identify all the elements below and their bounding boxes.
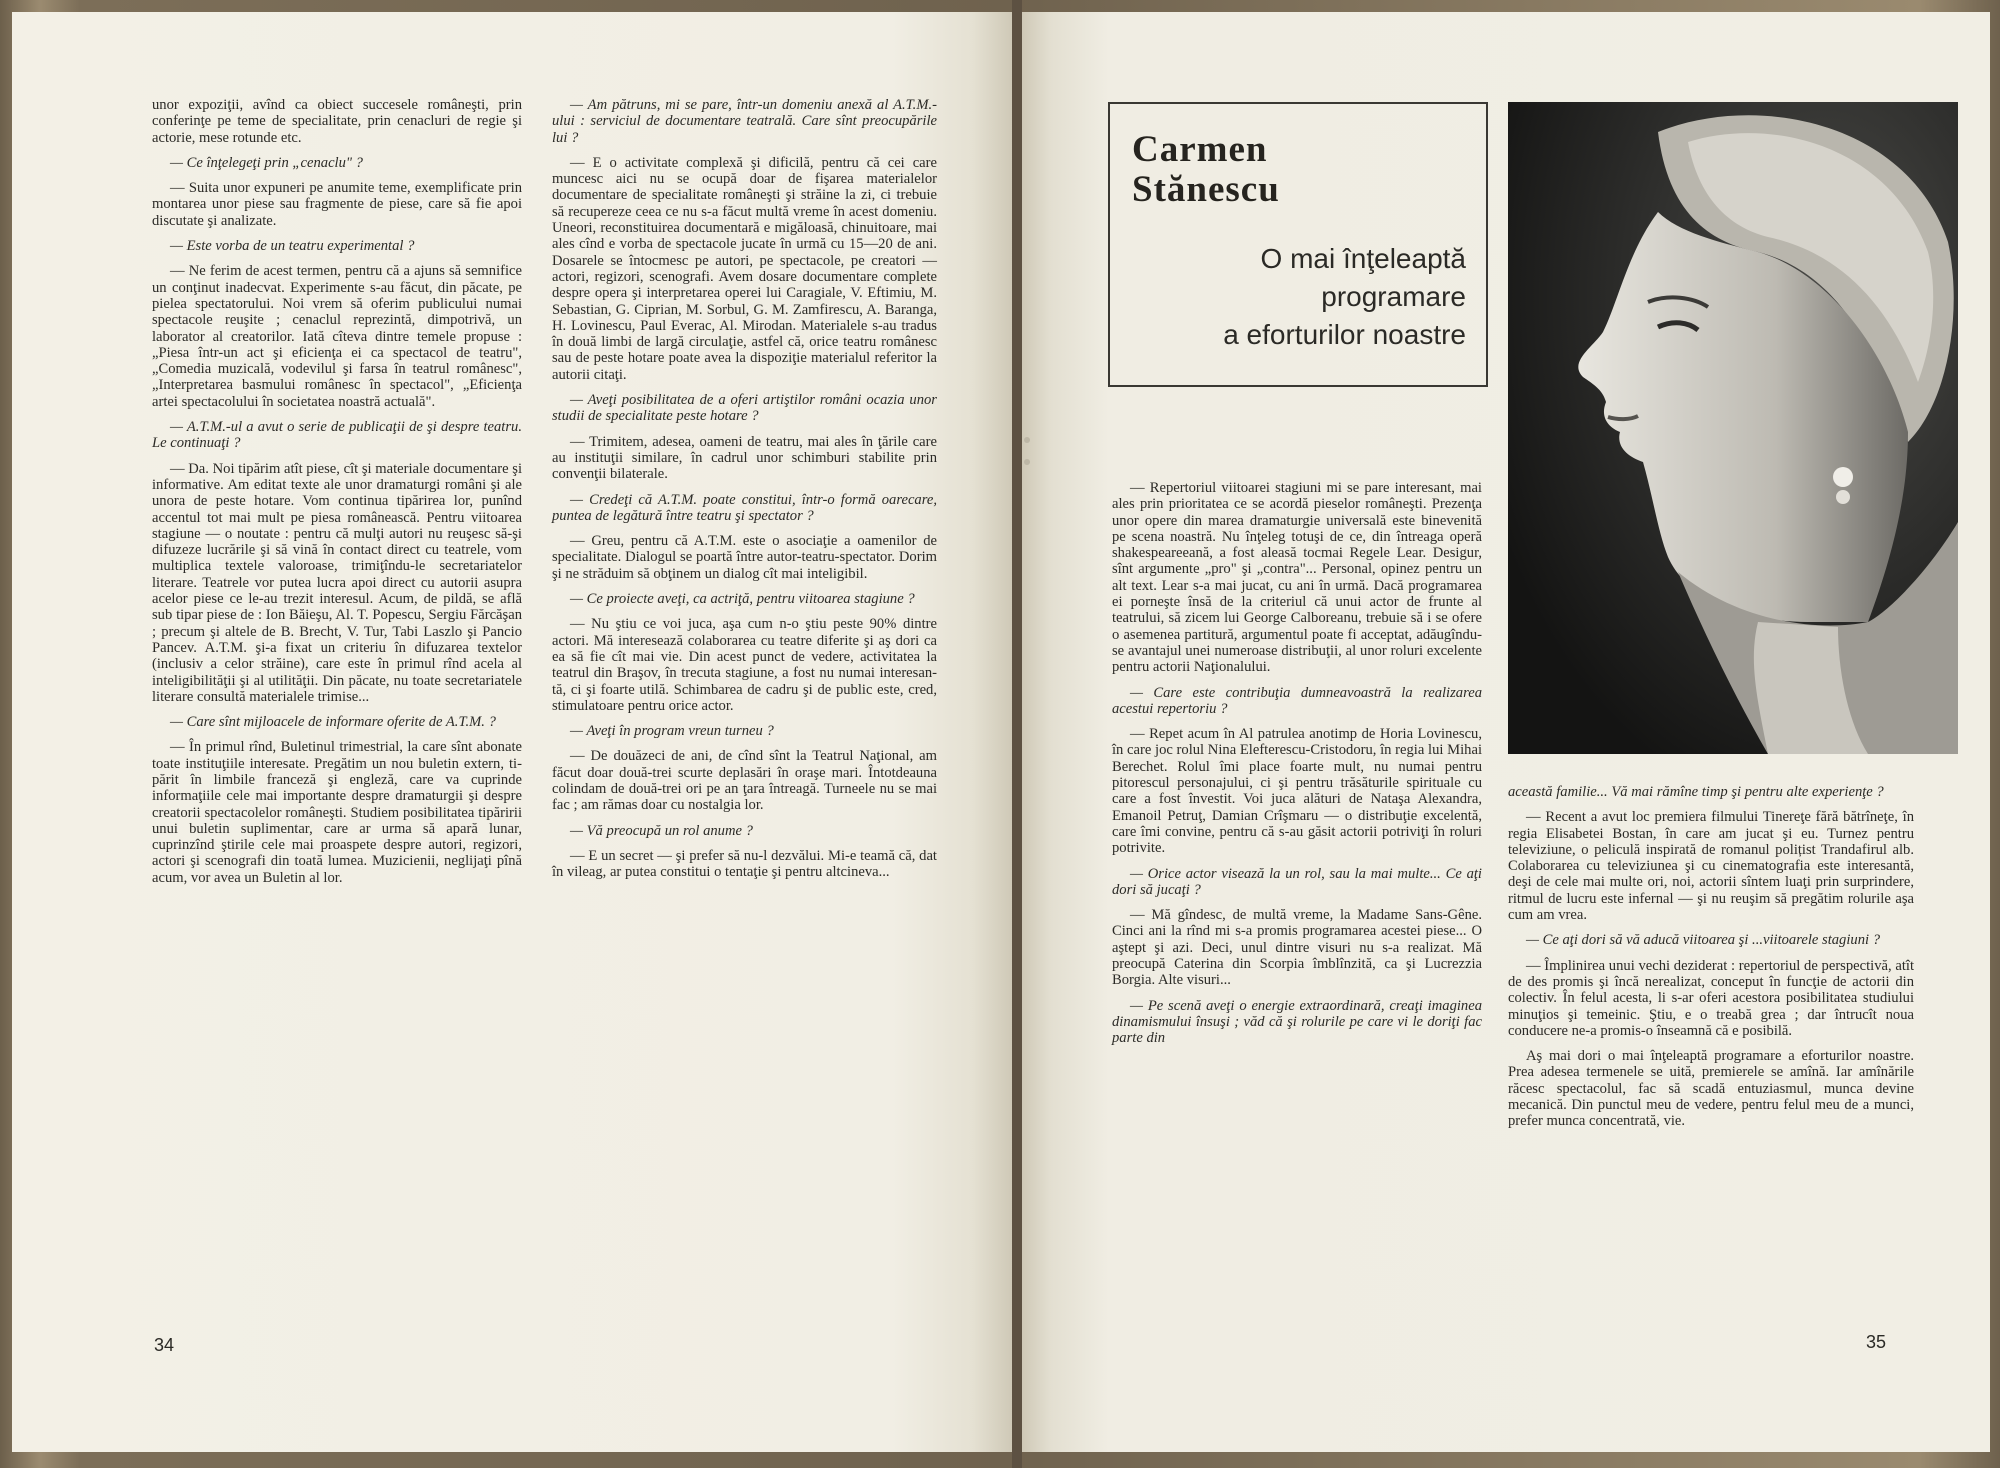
interview-paragraph: unor expoziţii, avînd ca obiect succesele româneşti, prin conferinţe pe teme de specialitate, prin cenacluri de regie şi actorie, mese rotunde etc. [152,97,522,146]
interview-question: — Ce înţelegeţi prin „cenaclu" ? [170,154,363,171]
author-name-line: Stănescu [1132,169,1280,210]
interview-paragraph: — Trimitem, adesea, oameni de teatru, mai ales în ţările care au instituţii similare, în cadrul unor schimburi stabilite prin convenţii bilaterale. [552,433,937,483]
author-name [1132,130,1280,210]
interview-question: — Am pătruns, mi se pare, într-un domeniu anexă al A.T.M.-ului : serviciul de documentare teatrală. Care sînt preocupările lui ? [552,97,937,146]
interview-paragraph: — Repet acum în Al patrulea anotimp de Horia Lovinescu, în care joc rolul Nina Elefterescu-Cristodoru, în regia lui Mihai Berechet. Rolul îmi place foarte mult, nu numai pentru pitorescul personajului, ci şi pentru trăsăturile spirituale cu care a fost învestit. Voi juca alături de Nataşa Alexandra, Emanoil Petruţ, Damian Crîşmaru — o distribuţie excelentă, care îmi convine, pentru că s-au găsit actorii potriviţi în roluri potrivite. [1112,726,1482,857]
interview-question: — Pe scenă aveţi o energie extraordinară, creaţi imaginea dinamismului însuşi ; văd că şi rolurile pe care vi le doriţi fac parte din [1112,997,1482,1047]
interview-question: — Care este contribuţia dumneavoastră la realizarea acestui repertoriu ? [1112,684,1482,717]
portrait-photo [1508,102,1958,754]
right-column-2 [1508,784,1914,1139]
page-number-left: 34 [154,1335,175,1355]
interview-paragraph: — De douăzeci de ani, de cînd sînt la Teatrul Naţional, am făcut doar două-trei scurte deplasări în oraşe mari. Întotdeauna colindam de două-trei ori pe an ţara întreagă. Turneele nu se mai fac ; am rămas doar cu nostalgia lor. [552,748,937,814]
interview-question: — Ce proiecte aveţi, ca actriţă, pentru viitoarea stagiune ? [570,591,915,608]
binding-mark [1024,437,1030,443]
interview-paragraph: — Ne ferim de acest termen, pentru că a ajuns să semnifice un conţinut inadecvat. Experimente s-au făcut, din păcate, pe pielea spectatorului. Noi vrem să oferim publicului numai spectacole reuşite ; cenaclul reprezintă, dimpotrivă, un laborator al creatorilor. Iată cîteva dintre temele propuse : „Piesa într-un act şi eficienţa ei ca spectacol de teatru", „Comedia muzicală, vodevilul şi farsa în teatrul românesc", „Interpretarea basmului românesc în spectacol", „Eficienţa artei spectacolului în societatea noastră actuală". [152,263,522,410]
interview-paragraph: — Împlinirea unui vechi deziderat : repertoriul de perspectivă, atît de des promis şi încă nerealizat, conceput în funcţie de actorii din colectiv. În felul acesta, li s-ar oferi acestora posibilitatea studiului minuţios şi temeinic. Ştiu, e o treabă grea ; dar întrucît noua conducere ne-a promis-o înseamnă că e posibilă. [1508,957,1914,1039]
subtitle-line: O mai înţeleaptă [1260,243,1466,274]
interview-paragraph: — E un secret — şi prefer să nu-l dezvălui. Mi-e teamă că, dat în vileag, ar putea constitui o tentaţie şi pentru altcineva... [552,847,937,881]
page-number-right: 35 [1866,1332,1887,1352]
interview-question: — Vă preocupă un rol anume ? [570,822,753,839]
interview-question: — Credeţi că A.T.M. poate constitui, într-o formă oarecare, puntea de legătură între teatru şi spectator ? [552,491,937,524]
interview-question: — Orice actor visează la un rol, sau la mai multe... Ce aţi dori să jucaţi ? [1112,865,1482,898]
article-title-box [1108,102,1488,387]
binding-mark [1024,459,1030,465]
author-name-line: Carmen [1132,129,1268,170]
interview-question: — Aveţi posibilitatea de a oferi artiştilor români ocazia unor studii de specialitate peste hotare ? [552,392,937,425]
interview-paragraph: — Nu ştiu ce voi juca, aşa cum n-o ştiu peste 90% dintre actori. Mă interesează colaborarea cu teatre diferite şi aş dori ca ea să fie cît mai vie. Din acest punct de vedere, activitatea la teatrul din Braşov, în trecuta stagiune, a fost nu numai interesantă, ci şi foarte utilă. Schimbarea de cadru şi de public este, cred, stimulatoare pentru orice actor. [552,616,937,714]
interview-paragraph: — Mă gîndesc, de multă vreme, la Madame Sans-Gêne. Cinci ani la rînd mi s-a promis programarea acestei piese... O aştept şi azi. Deci, unul dintre visuri nu s-a realizat. Mă preocupă Caterina din Scorpia îmblînzită, ca şi Lucrezzia Borgia. Alte visuri... [1112,907,1482,989]
interview-question: — Care sînt mijloacele de informare oferite de A.T.M. ? [170,714,496,731]
right-column-1 [1112,480,1482,1056]
interview-question: această familie... Vă mai rămîne timp şi pentru alte experienţe ? [1508,784,1884,800]
interview-paragraph: — Repertoriul viitoarei stagiuni mi se pare interesant, mai ales prin prioritatea ce se acordă pieselor româneşti. Prezenţa unor opere din marea dramaturgie universală este binevenită pe scena noastră. Nu înţeleg totuşi de ce, din întreaga operă shakespeareeană, a fost aleasă tocmai Regele Lear. Desigur, sînt argumente „pro" şi „contra"... Personal, opinez pentru un alt text. Lear s-a mai jucat, cu ani în urmă. Dacă programarea ei porneşte însă de la criteriul că unui actor de frunte al teatrului, să zicem lui George Calboreanu, trebuie să i se ofere o asemenea partitură, argumentul poate fi acceptat, adăugîndu-se avantajul unei numeroase distribuţii, al unor roluri excelente pentru actorii Naţionalului. [1112,480,1482,676]
interview-paragraph: Aş mai dori o mai înţeleaptă programare a eforturilor noastre. Prea adesea termenele se uită, premierele se amînă. Iar amînările răcesc spectacolul, fac să scadă entuziasmul, munca devine mecanică. Din punctul meu de vedere, pentru felul meu de a munci, prefer munca concentrată, vie. [1508,1048,1914,1130]
interview-paragraph: — Da. Noi tipărim atît piese, cît şi materiale documentare şi informative. Am editat texte ale unor dramaturgi români şi ale unora de peste hotare. Vom continua tipărirea lor, punînd accentul tot mai mult pe piesa românească. Pentru viitoarea stagiune — o noutate : pentru că mulţi autori nu reuşesc să-şi difuzeze lucrările şi să vină în contact direct cu teatrele, vom multiplica textele valoroase, trimiţîndu-le secretariatelor literare. Teatrele vor putea lucra apoi direct cu autorii asupra acelor piese ce le-au trezit interesul. Acum, de pildă, se află sub tipar piese de : Ion Băieşu, Al. T. Popescu, Sergiu Fărcăşan ; precum şi altele de B. Brecht, V. Tur, Tabi Laszlo şi Pancio Pancev. A.T.M. şi-a fixat un criteriu în difuzarea textelor (inclusiv a celor străine), care este în primul rînd acela al inteligibilităţii şi al utilităţii. Din păcate, nu toate secretariatele literare consultă materialele trimise... [152,460,522,705]
interview-question: — Este vorba de un teatru experimental ? [170,238,415,255]
left-page [12,12,1012,1452]
article-subtitle [1223,240,1466,354]
book-gutter [1012,0,1022,1468]
interview-paragraph: — E o activitate complexă şi dificilă, pentru că cei care muncesc aici nu se ocupă doar de fişarea materialelor documentare de specialitate româneşti şi străine la zi, ci trebuie să recupereze ceea ce nu s-a făcut multă vreme în acest domeniu. Uneori, reconstituirea documentară e migăloasă, chinuitoare, mai ales cînd e vorba de spectacole jucate în urmă cu 15—20 de ani. Dosarele se întocmesc pe autori, pe spectacole, pe creatori — actori, regizori, scenografi. Avem dosare documentare complete despre opera şi interpretarea operei lui Caragiale, V. Eftimiu, M. Sebastian, G. Ciprian, M. Sorbul, G. M. Zamfirescu, A. Baranga, H. Lovinescu, Paul Everac, Al. Mirodan. Materialele s-au tradus în două limbi de largă circulaţie, astfel că, orice teatru românesc sau de peste hotare poate avea la dispoziţie materialul referitor la autorii citaţi. [552,154,937,383]
interview-question: — Aveţi în program vreun turneu ? [570,723,774,740]
interview-paragraph: — Recent a avut loc premiera filmului Tinereţe fără bătrîneţe, în regia Elisabetei Bostan, în care am jucat şi eu. Turnez pentru televiziune, o peliculă inspirată de romanul polițist Trandafirul alb. Colaborarea cu televiziunea şi cu cinematografia este interesantă, deşi de cele mai multe ori, noi, actorii sîntem luaţi prin surprindere, ritmul de lucru este infernal — şi nu reuşim să pregătim rolurile aşa cum am vrea. [1508,809,1914,924]
subtitle-line: a eforturilor noastre [1223,319,1466,350]
interview-question: — A.T.M.-ul a avut o serie de publicaţii de şi despre teatru. Le continuaţi ? [152,419,522,452]
interview-question: — Ce aţi dori să vă aducă viitoarea şi ...viitoarele stagiuni ? [1526,932,1881,949]
interview-paragraph: — Greu, pentru că A.T.M. este o asociaţie a oamenilor de specialitate. Dialogul se poartă între autor-teatru-spectator. Dorim şi ne străduim să obţinem un dialog cît mai inteligibil. [552,533,937,582]
interview-paragraph: — În primul rînd, Buletinul trimestrial, la care sînt abonate toate instituţiile interesate. Pregătim un nou buletin extern, tipărit în limbile franceză şi engleză, care va cuprinde informaţiile cele mai importante despre dramaturgii şi despre creatorii spectacolelor româneşti. Studiem posibilitatea tipăririi unui buletin suplimentar, care ar urma să apară lunar, cuprinzînd ştirile cele mai proaspete despre autori, regizori, actori şi scenografi din toată lumea. Muzicienii, neglijaţi pînă acum, vor avea un Buletin al lor. [152,739,522,886]
left-column-2 [552,97,937,889]
right-page [1022,12,1990,1452]
portrait-illustration [1508,102,1958,754]
left-column-1 [152,97,522,895]
interview-paragraph: — Suita unor expuneri pe anumite teme, exemplificate prin montarea unor piese sau fragmente de piese, care să fie apoi discutate şi analizate. [152,180,522,229]
subtitle-line: programare [1321,281,1466,312]
